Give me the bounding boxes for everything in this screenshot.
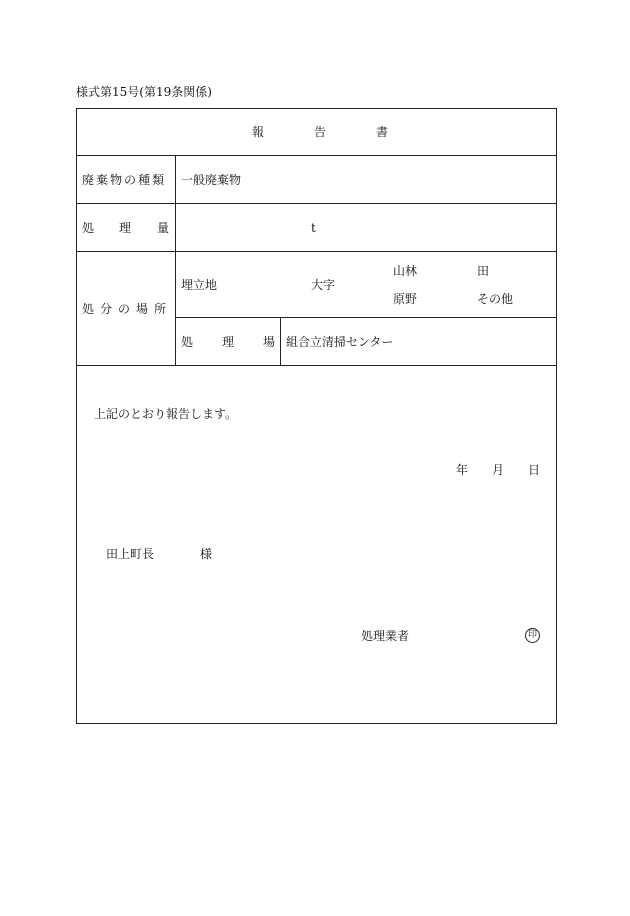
reporter-label: 処理業者 bbox=[361, 629, 410, 643]
label-char: 理 bbox=[119, 221, 132, 235]
label-char: 類 bbox=[152, 173, 165, 187]
divider-title bbox=[76, 155, 557, 156]
label-char: 理 bbox=[222, 335, 235, 349]
divider-disposal bbox=[76, 365, 557, 366]
landfill-label: 埋立地 bbox=[181, 278, 218, 292]
date-day-char: 日 bbox=[528, 463, 541, 477]
label-char: 物 bbox=[110, 173, 123, 187]
label-char: 処 bbox=[82, 221, 95, 235]
form-number-header: 様式第15号(第19条関係) bbox=[76, 85, 212, 99]
addressee: 田上町長 bbox=[106, 547, 155, 561]
seal-stamp-icon: 印 bbox=[525, 628, 540, 643]
amount-label bbox=[82, 222, 169, 234]
amount-unit: t bbox=[311, 221, 316, 235]
land-type-paddy: 田 bbox=[477, 264, 490, 278]
divider-amount bbox=[76, 251, 557, 252]
facility-label bbox=[181, 336, 275, 348]
land-type-field: 原野 bbox=[393, 292, 418, 306]
land-type-forest: 山林 bbox=[393, 264, 418, 278]
waste-type-value: 一般廃棄物 bbox=[181, 173, 242, 187]
honorific: 様 bbox=[200, 547, 213, 561]
title-char: 報 bbox=[252, 125, 265, 139]
disposal-place-label bbox=[82, 303, 166, 315]
label-char: 所 bbox=[154, 302, 167, 316]
report-date bbox=[456, 464, 540, 476]
label-char: の bbox=[124, 173, 137, 187]
date-month-char: 月 bbox=[492, 463, 505, 477]
label-char: 処 bbox=[82, 302, 95, 316]
facility-column-divider bbox=[280, 317, 281, 365]
date-year-char: 年 bbox=[456, 463, 469, 477]
label-char: 廃 bbox=[82, 173, 95, 187]
divider-waste-type bbox=[76, 203, 557, 204]
label-char: 場 bbox=[263, 335, 276, 349]
label-char: 棄 bbox=[96, 173, 109, 187]
facility-value: 組合立清掃センター bbox=[286, 335, 394, 349]
label-char: 量 bbox=[157, 221, 170, 235]
oaza-label: 大字 bbox=[311, 278, 336, 292]
report-statement: 上記のとおり報告します。 bbox=[94, 407, 238, 421]
label-char: 場 bbox=[136, 302, 149, 316]
land-type-other: その他 bbox=[477, 292, 514, 306]
label-char: 処 bbox=[181, 335, 194, 349]
label-char: の bbox=[118, 302, 131, 316]
label-column-divider bbox=[175, 155, 176, 365]
divider-landfill bbox=[175, 317, 557, 318]
title-char: 告 bbox=[314, 125, 327, 139]
report-title bbox=[252, 126, 388, 138]
title-char: 書 bbox=[376, 125, 389, 139]
waste-type-label bbox=[82, 174, 164, 186]
label-char: 種 bbox=[138, 173, 151, 187]
label-char: 分 bbox=[100, 302, 113, 316]
